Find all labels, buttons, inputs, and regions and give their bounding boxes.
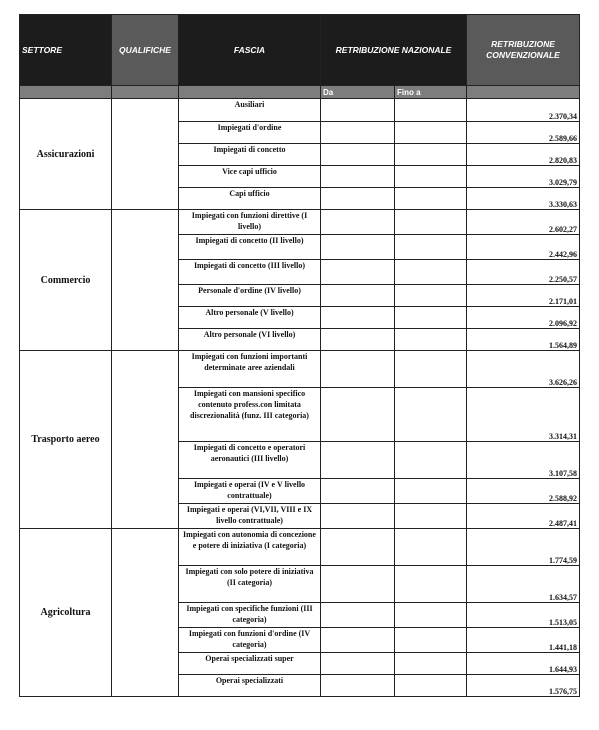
retribuzione-convenzionale-value: 3.626,26 [467,351,580,388]
sector-name: Agricoltura [20,529,112,697]
fino-a-cell [395,285,467,307]
fino-a-cell [395,329,467,351]
fascia-cell: Altro personale (V livello) [179,307,321,329]
header-retribuzione-nazionale: RETRIBUZIONE NAZIONALE [321,15,467,86]
fino-a-cell [395,442,467,479]
retribuzione-convenzionale-value: 1.774,59 [467,529,580,566]
fascia-cell: Impiegati con specifiche funzioni (III categoria) [179,603,321,628]
retribuzione-convenzionale-value: 1.634,57 [467,566,580,603]
subheader-blank [467,86,580,99]
da-cell [321,260,395,285]
retribuzione-convenzionale-value: 2.442,96 [467,235,580,260]
fino-a-cell [395,307,467,329]
fino-a-cell [395,99,467,122]
fino-a-cell [395,144,467,166]
fino-a-cell [395,260,467,285]
fino-a-cell [395,628,467,653]
header-qualifiche: QUALIFICHE [112,15,179,86]
da-cell [321,285,395,307]
fascia-cell: Impiegati con autonomia di concezione e potere di iniziativa (I categoria) [179,529,321,566]
table-row [20,529,580,566]
fascia-cell: Impiegati con mansioni specifico contenuto profess.con limitata discrezionalità (funz. III categoria) [179,388,321,442]
fino-a-cell [395,529,467,566]
da-cell [321,166,395,188]
retribuzione-convenzionale-value: 2.588,92 [467,479,580,504]
header-fascia: FASCIA [179,15,321,86]
da-cell [321,675,395,697]
fino-a-cell [395,122,467,144]
fino-a-cell [395,188,467,210]
header-row [20,15,580,86]
da-cell [321,99,395,122]
table-row [20,210,580,235]
retribuzione-convenzionale-value: 2.487,41 [467,504,580,529]
retribuzione-convenzionale-value: 2.250,57 [467,260,580,285]
retribuzione-convenzionale-value: 3.314,31 [467,388,580,442]
header-settore: SETTORE [20,15,112,86]
subheader-da: Da [321,86,395,99]
fino-a-cell [395,653,467,675]
qualifiche-cell [112,210,179,351]
retribuzione-convenzionale-value: 2.820,83 [467,144,580,166]
da-cell [321,235,395,260]
fascia-cell: Impiegati con solo potere di iniziativa (II categoria) [179,566,321,603]
fascia-cell: Impiegati di concetto e operatori aeronautici (III livello) [179,442,321,479]
qualifiche-cell [112,99,179,210]
subheader-row [20,86,580,99]
subheader-blank [112,86,179,99]
header-retribuzione-convenzionale: RETRIBUZIONE CONVENZIONALE [467,15,580,86]
da-cell [321,566,395,603]
fascia-cell: Impiegati con funzioni direttive (I livello) [179,210,321,235]
fino-a-cell [395,351,467,388]
fascia-cell: Impiegati di concetto (II livello) [179,235,321,260]
fino-a-cell [395,388,467,442]
fascia-cell: Impiegati di concetto (III livello) [179,260,321,285]
fino-a-cell [395,210,467,235]
table-row [20,99,580,122]
retribuzione-convenzionale-value: 2.589,66 [467,122,580,144]
fino-a-cell [395,235,467,260]
retribuzione-convenzionale-value: 3.107,58 [467,442,580,479]
sector-name: Trasporto aereo [20,351,112,529]
subheader-fino-a: Fino a [395,86,467,99]
da-cell [321,144,395,166]
fascia-cell: Impiegati con funzioni d'ordine (IV categoria) [179,628,321,653]
retribuzione-convenzionale-value: 2.096,92 [467,307,580,329]
da-cell [321,529,395,566]
da-cell [321,307,395,329]
fino-a-cell [395,479,467,504]
da-cell [321,210,395,235]
fascia-cell: Capi ufficio [179,188,321,210]
da-cell [321,388,395,442]
retribuzione-convenzionale-value: 2.370,34 [467,99,580,122]
fascia-cell: Impiegati d'ordine [179,122,321,144]
fascia-cell: Ausiliari [179,99,321,122]
subheader-blank [179,86,321,99]
table-body [20,99,580,697]
retribuzioni-table [19,14,580,697]
fascia-cell: Altro personale (VI livello) [179,329,321,351]
fascia-cell: Impiegati e operai (IV e V livello contrattuale) [179,479,321,504]
qualifiche-cell [112,351,179,529]
table-row [20,351,580,388]
retribuzione-convenzionale-value: 3.029,79 [467,166,580,188]
qualifiche-cell [112,529,179,697]
retribuzione-convenzionale-value: 1.564,89 [467,329,580,351]
fascia-cell: Operai specializzati super [179,653,321,675]
da-cell [321,329,395,351]
fascia-cell: Impiegati con funzioni importanti determinate aree aziendali [179,351,321,388]
da-cell [321,603,395,628]
fino-a-cell [395,166,467,188]
retribuzione-convenzionale-value: 1.576,75 [467,675,580,697]
da-cell [321,504,395,529]
fino-a-cell [395,603,467,628]
retribuzione-convenzionale-value: 1.441,18 [467,628,580,653]
da-cell [321,188,395,210]
fino-a-cell [395,566,467,603]
sector-name: Commercio [20,210,112,351]
fino-a-cell [395,675,467,697]
fascia-cell: Impiegati di concetto [179,144,321,166]
fino-a-cell [395,504,467,529]
retribuzione-convenzionale-value: 1.513,05 [467,603,580,628]
da-cell [321,351,395,388]
da-cell [321,479,395,504]
fascia-cell: Operai specializzati [179,675,321,697]
retribuzione-convenzionale-value: 2.171,01 [467,285,580,307]
sector-name: Assicurazioni [20,99,112,210]
da-cell [321,653,395,675]
fascia-cell: Vice capi ufficio [179,166,321,188]
subheader-blank [20,86,112,99]
fascia-cell: Impiegati e operai (VI,VII, VIII e IX livello contrattuale) [179,504,321,529]
fascia-cell: Personale d'ordine (IV livello) [179,285,321,307]
retribuzione-convenzionale-value: 3.330,63 [467,188,580,210]
retribuzione-convenzionale-value: 1.644,93 [467,653,580,675]
retribuzione-convenzionale-value: 2.602,27 [467,210,580,235]
da-cell [321,122,395,144]
da-cell [321,442,395,479]
da-cell [321,628,395,653]
